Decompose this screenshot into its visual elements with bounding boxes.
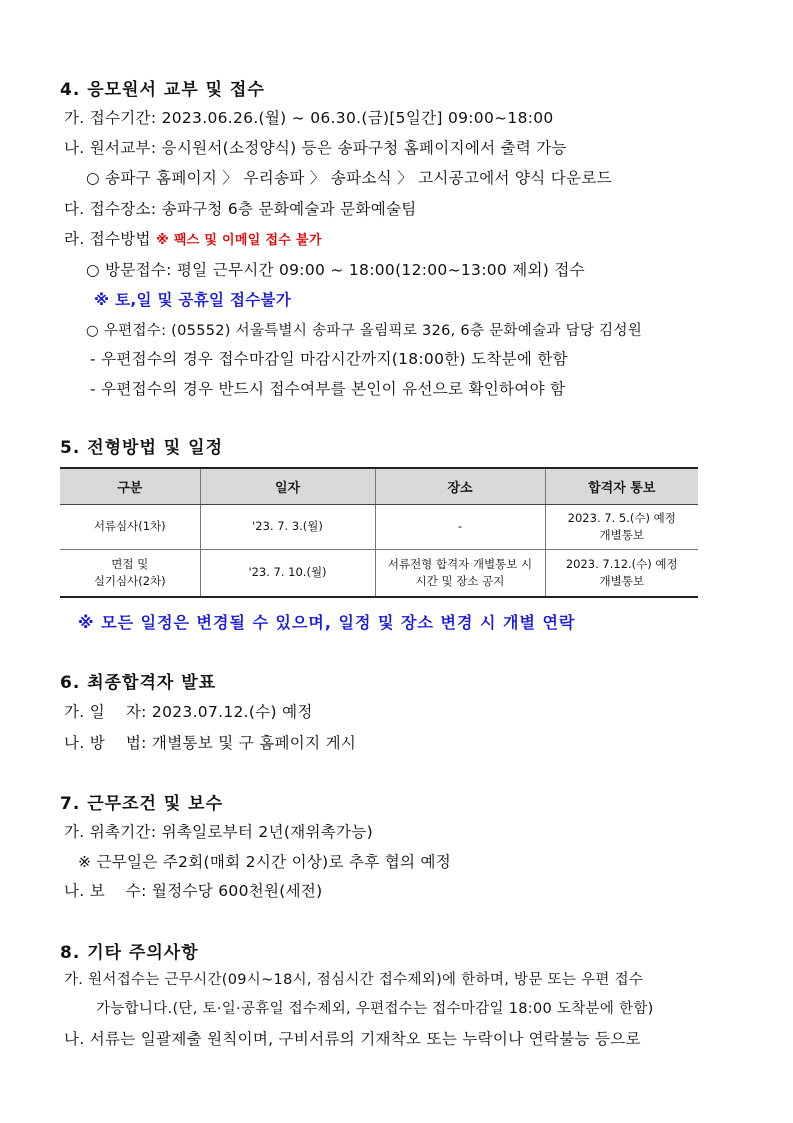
section-6-title: 6. 최종합격자 발표	[60, 673, 217, 693]
section-8-title: 8. 기타 주의사항	[60, 943, 199, 963]
s8-note-1-line-1: 가. 원서접수는 근무시간(09시~18시, 점심시간 접수제외)에 한하며, 방문 또는 우편 접수	[64, 972, 644, 988]
s6-method: 나. 방 법: 개별통보 및 구 홈페이지 게시	[64, 734, 357, 752]
cell-line: 실기심사(2차)	[93, 574, 166, 588]
section-7-title: 7. 근무조건 및 보수	[60, 794, 223, 814]
section-5-title: 5. 전형방법 및 일정	[60, 438, 223, 458]
s4-post-note-2: - 우편접수의 경우 반드시 접수여부를 본인이 유선으로 확인하여야 함	[90, 380, 566, 398]
table-row	[60, 550, 698, 598]
section-4-title: 4. 응모원서 교부 및 접수	[60, 80, 265, 100]
s4-weekend-note: ※ 토,일 및 공휴일 접수불가	[94, 291, 292, 309]
s7-term: 가. 위촉기간: 위촉일로부터 2년(재위촉가능)	[64, 823, 373, 841]
table-header-row	[60, 468, 698, 505]
s4-post-note-1: - 우편접수의 경우 접수마감일 마감시간까지(18:00한) 도착분에 한함	[90, 350, 568, 368]
table-cell: '23. 7. 3.(월)	[200, 505, 375, 550]
table-header: 구분	[60, 468, 200, 505]
cell-line: 면접 및	[111, 556, 149, 571]
s7-workday-note: ※ 근무일은 주2회(매회 2시간 이상)로 추후 협의 예정	[78, 853, 452, 871]
s4-visit: ○ 방문접수: 평일 근무시간 09:00 ~ 18:00(12:00~13:00 제외) 접수	[86, 261, 585, 279]
table-header: 장소	[375, 468, 545, 505]
table-header: 합격자 통보	[545, 468, 698, 505]
cell-line: 2023. 7.12.(수) 예정	[565, 556, 678, 571]
schedule-table	[60, 467, 698, 598]
cell-line: 서류전형 합격자 개별통보 시	[387, 556, 533, 571]
table-row	[60, 505, 698, 550]
s7-pay: 나. 보 수: 월정수당 600천원(세전)	[64, 882, 323, 900]
s4-method	[64, 227, 322, 249]
s4-download-path: ○ 송파구 홈페이지 〉 우리송파 〉 송파소식 〉 고시공고에서 양식 다운로드	[86, 169, 612, 187]
s6-date: 가. 일 자: 2023.07.12.(수) 예정	[64, 703, 313, 721]
s4-post: ○ 우편접수: (05552) 서울특별시 송파구 올림픽로 326, 6층 문화예술과 담당 김성원	[86, 323, 643, 339]
table-cell	[545, 550, 698, 598]
table-cell: -	[375, 505, 545, 550]
table-cell: 서류심사(1차)	[60, 505, 200, 550]
s8-note-2-line-1: 나. 서류는 일괄제출 원칙이며, 구비서류의 기재착오 또는 누락이나 연락불능 등으로	[64, 1030, 641, 1048]
cell-line: 2023. 7. 5.(수) 예정	[567, 510, 676, 525]
s4-distribution: 나. 원서교부: 응시원서(소정양식) 등은 송파구청 홈페이지에서 출력 가능	[64, 139, 567, 157]
table-header: 일자	[200, 468, 375, 505]
schedule-change-note: ※ 모든 일정은 변경될 수 있으며, 일정 및 장소 변경 시 개별 연락	[78, 613, 576, 632]
s4-method-warning: ※ 팩스 및 이메일 접수 불가	[156, 233, 322, 248]
table-cell	[545, 505, 698, 550]
s4-method-label: 라. 접수방법	[64, 230, 151, 248]
s8-note-1-line-2: 가능합니다.(단, 토·일·공휴일 접수제외, 우편접수는 접수마감일 18:00 도착분에 한함)	[96, 1001, 654, 1017]
cell-line: 개별통보	[599, 574, 644, 588]
cell-line: 개별통보	[599, 528, 644, 542]
s4-location: 다. 접수장소: 송파구청 6층 문화예술과 문화예술팀	[64, 200, 417, 218]
table-cell	[60, 550, 200, 598]
cell-line: 시간 및 장소 공지	[415, 574, 505, 588]
s4-period: 가. 접수기간: 2023.06.26.(월) ~ 06.30.(금)[5일간] 09:00~18:00	[64, 109, 554, 127]
table-cell: '23. 7. 10.(월)	[200, 550, 375, 598]
table-cell	[375, 550, 545, 598]
